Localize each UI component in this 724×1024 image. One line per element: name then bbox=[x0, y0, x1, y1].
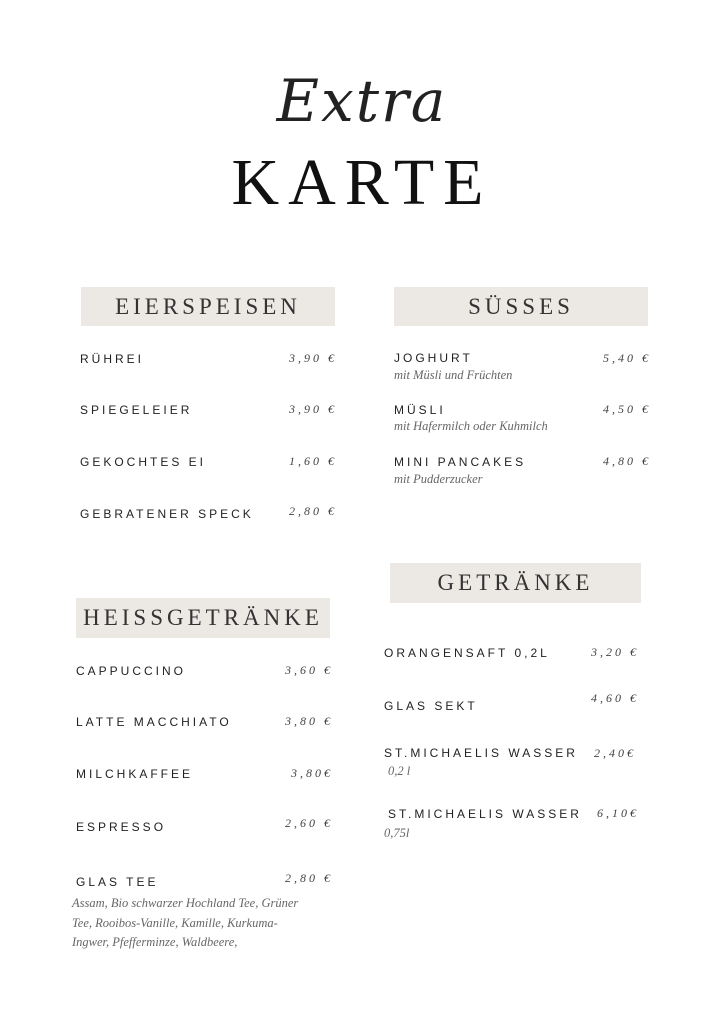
item-price: 3,80 € bbox=[285, 714, 333, 728]
item-name: ESPRESSO bbox=[76, 820, 167, 834]
item-name: RÜHREI bbox=[80, 352, 145, 366]
item-price: 3,90 € bbox=[289, 402, 337, 416]
item-name: CAPPUCCINO bbox=[76, 664, 187, 678]
item-price: 1,60 € bbox=[289, 454, 337, 468]
item-price: 3,20 € bbox=[591, 645, 639, 659]
item-description: 0,2 l bbox=[388, 764, 411, 778]
tea-varieties-description: Assam, Bio schwarzer Hochland Tee, Grüner Tee, Rooibos-Vanille, Kamille, Kurkuma-Ingwer, Pfefferminze, Waldbeere, bbox=[72, 896, 299, 949]
item-description: 0,75l bbox=[384, 826, 410, 840]
item-name: MILCHKAFFEE bbox=[76, 767, 194, 781]
item-price: 2,80 € bbox=[289, 504, 337, 518]
item-description: mit Müsli und Früchten bbox=[394, 368, 513, 382]
item-price: 3,90 € bbox=[289, 351, 337, 365]
item-name: JOGHURT bbox=[394, 351, 473, 365]
item-name: ORANGENSAFT 0,2L bbox=[384, 646, 550, 660]
item-description: mit Hafermilch oder Kuhmilch bbox=[394, 419, 548, 433]
item-name: GLAS TEE bbox=[76, 875, 159, 889]
item-name: ST.MICHAELIS WASSER bbox=[388, 807, 582, 821]
item-name: MÜSLI bbox=[394, 403, 446, 417]
section-title-suesses: SÜSSES bbox=[394, 287, 648, 326]
page-title: KARTE bbox=[231, 146, 493, 219]
item-price: 5,40 € bbox=[603, 351, 651, 365]
item-price: 6,10€ bbox=[597, 806, 639, 820]
section-title-getraenke: GETRÄNKE bbox=[390, 563, 641, 603]
item-price: 2,80 € bbox=[285, 871, 333, 885]
item-price: 3,60 € bbox=[285, 663, 333, 677]
item-price: 3,80€ bbox=[291, 766, 333, 780]
item-name: SPIEGELEIER bbox=[80, 403, 193, 417]
header-script-title: Extra bbox=[276, 67, 448, 135]
item-name: GLAS SEKT bbox=[384, 699, 478, 713]
item-name: MINI PANCAKES bbox=[394, 455, 527, 469]
item-name: LATTE MACCHIATO bbox=[76, 715, 232, 729]
item-price: 4,80 € bbox=[603, 454, 651, 468]
section-title-eierspeisen: EIERSPEISEN bbox=[81, 287, 335, 326]
item-description: mit Pudderzucker bbox=[394, 472, 483, 486]
item-price: 4,50 € bbox=[603, 402, 651, 416]
item-name: ST.MICHAELIS WASSER bbox=[384, 746, 578, 760]
section-title-heissgetraenke: HEISSGETRÄNKE bbox=[76, 598, 330, 638]
item-name: GEKOCHTES EI bbox=[80, 455, 207, 469]
item-price: 2,60 € bbox=[285, 816, 333, 830]
item-price: 4,60 € bbox=[591, 691, 639, 705]
item-name: GEBRATENER SPECK bbox=[80, 507, 254, 521]
item-price: 2,40€ bbox=[594, 746, 636, 760]
